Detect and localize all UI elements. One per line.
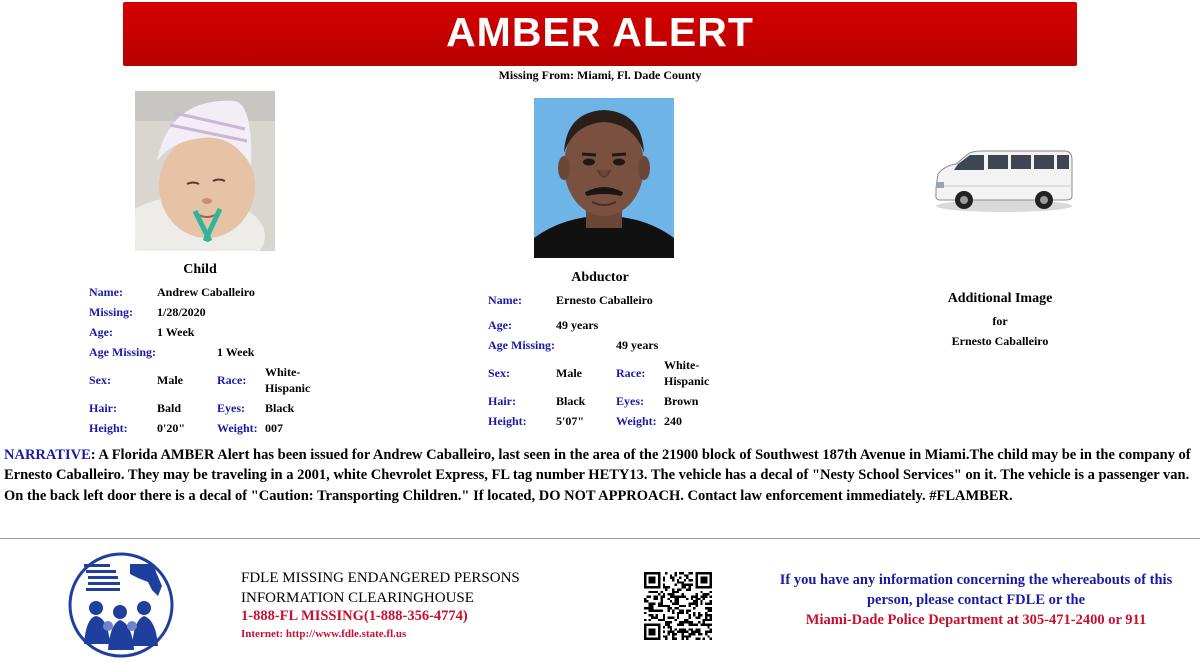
child-missing-label: Missing: [89, 305, 134, 319]
child-photo [135, 91, 275, 251]
abductor-age-missing-label: Age Missing: [488, 338, 555, 352]
abductor-weight-value: 240 [664, 414, 682, 428]
fdle-phone[interactable]: 1-888-FL MISSING(1-888-356-4774) [241, 608, 468, 624]
qr-code [644, 572, 712, 640]
abductor-age-value: 49 years [556, 318, 599, 332]
child-eyes-label: Eyes: [217, 401, 245, 415]
narrative-text: : A Florida AMBER Alert has been issued for Andrew Caballeiro, last seen in the area of the 21900 block of Southwest 187th Avenue in Miami.The child may be in the company of Ernesto Caballeiro. They may be traveling in a 2001, white Chevrolet Express, FL tag number HETY13. The vehicle has a decal of "Nesty School Services" on it. The vehicle is a passenger van. On the back left door there is a decal of "Caution: Transporting Children." If located, DO NOT APPROACH. Contact law enforcement immediately. #FLAMBER. [4, 447, 1191, 504]
abductor-race-label: Race: [616, 366, 646, 380]
child-hair-label: Hair: [89, 401, 117, 415]
child-sex-value: Male [157, 373, 183, 387]
footer-divider [0, 538, 1200, 539]
missing-from-location: Missing From: Miami, Fl. Dade County [498, 68, 702, 82]
abductor-race-value-line1: White- [664, 358, 700, 372]
abductor-hair-label: Hair: [488, 394, 516, 408]
child-missing-value: 1/28/2020 [157, 305, 206, 319]
child-eyes-value: Black [265, 401, 295, 415]
fdle-line2: INFORMATION CLEARINGHOUSE [241, 590, 474, 606]
abductor-eyes-label: Eyes: [616, 394, 644, 408]
additional-image-for: for [992, 314, 1008, 328]
child-age-value: 1 Week [157, 325, 195, 339]
abductor-weight-label: Weight: [616, 414, 657, 428]
clearinghouse-logo [68, 552, 174, 658]
abductor-name-label: Name: [488, 293, 522, 307]
contact-line2: person, please contact FDLE or the [866, 592, 1086, 608]
child-name-value: Andrew Caballeiro [157, 285, 255, 299]
child-height-label: Height: [89, 421, 128, 435]
narrative [4, 445, 1196, 506]
child-heading: Child [183, 262, 217, 277]
narrative-label: NARRATIVE [4, 447, 91, 463]
abductor-eyes-value: Brown [664, 394, 699, 408]
child-age-label: Age: [89, 325, 113, 339]
child-race-label: Race: [217, 373, 247, 387]
abductor-sex-value: Male [556, 366, 582, 380]
abductor-race-value-line2: Hispanic [664, 374, 710, 388]
abductor-hair-value: Black [556, 394, 586, 408]
amber-alert-banner [123, 2, 1077, 66]
abductor-age-missing-value: 49 years [616, 338, 659, 352]
fdle-clearinghouse-name [241, 568, 520, 608]
abductor-name-value: Ernesto Caballeiro [556, 293, 653, 307]
child-hair-value: Bald [157, 401, 182, 415]
contact-line1: If you have any information concerning the whereabouts of this [779, 572, 1173, 588]
child-height-value: 0'20" [157, 421, 185, 435]
fdle-line1: FDLE MISSING ENDANGERED PERSONS [241, 570, 520, 586]
child-weight-value: 007 [265, 421, 283, 435]
abductor-heading: Abductor [571, 270, 629, 285]
child-age-missing-value: 1 Week [217, 345, 255, 359]
child-name-label: Name: [89, 285, 123, 299]
banner-title: AMBER ALERT [446, 9, 754, 55]
additional-image-name: Ernesto Caballeiro [951, 334, 1049, 348]
vehicle-photo [932, 148, 1074, 214]
abductor-sex-label: Sex: [488, 366, 510, 380]
abductor-height-value: 5'07" [556, 414, 584, 428]
child-race-value-line1: White- [265, 365, 301, 379]
abductor-height-label: Height: [488, 414, 527, 428]
child-weight-label: Weight: [217, 421, 258, 435]
abductor-photo [534, 98, 674, 258]
abductor-age-label: Age: [488, 318, 512, 332]
child-sex-label: Sex: [89, 373, 111, 387]
child-race-value-line2: Hispanic [265, 381, 311, 395]
contact-message [752, 570, 1200, 630]
fdle-website[interactable]: Internet: http://www.fdle.state.fl.us [241, 628, 407, 640]
child-age-missing-label: Age Missing: [89, 345, 156, 359]
additional-image-title: Additional Image [947, 291, 1053, 306]
contact-line3: Miami-Dade Police Department at 305-471-2400 or 911 [805, 612, 1147, 628]
